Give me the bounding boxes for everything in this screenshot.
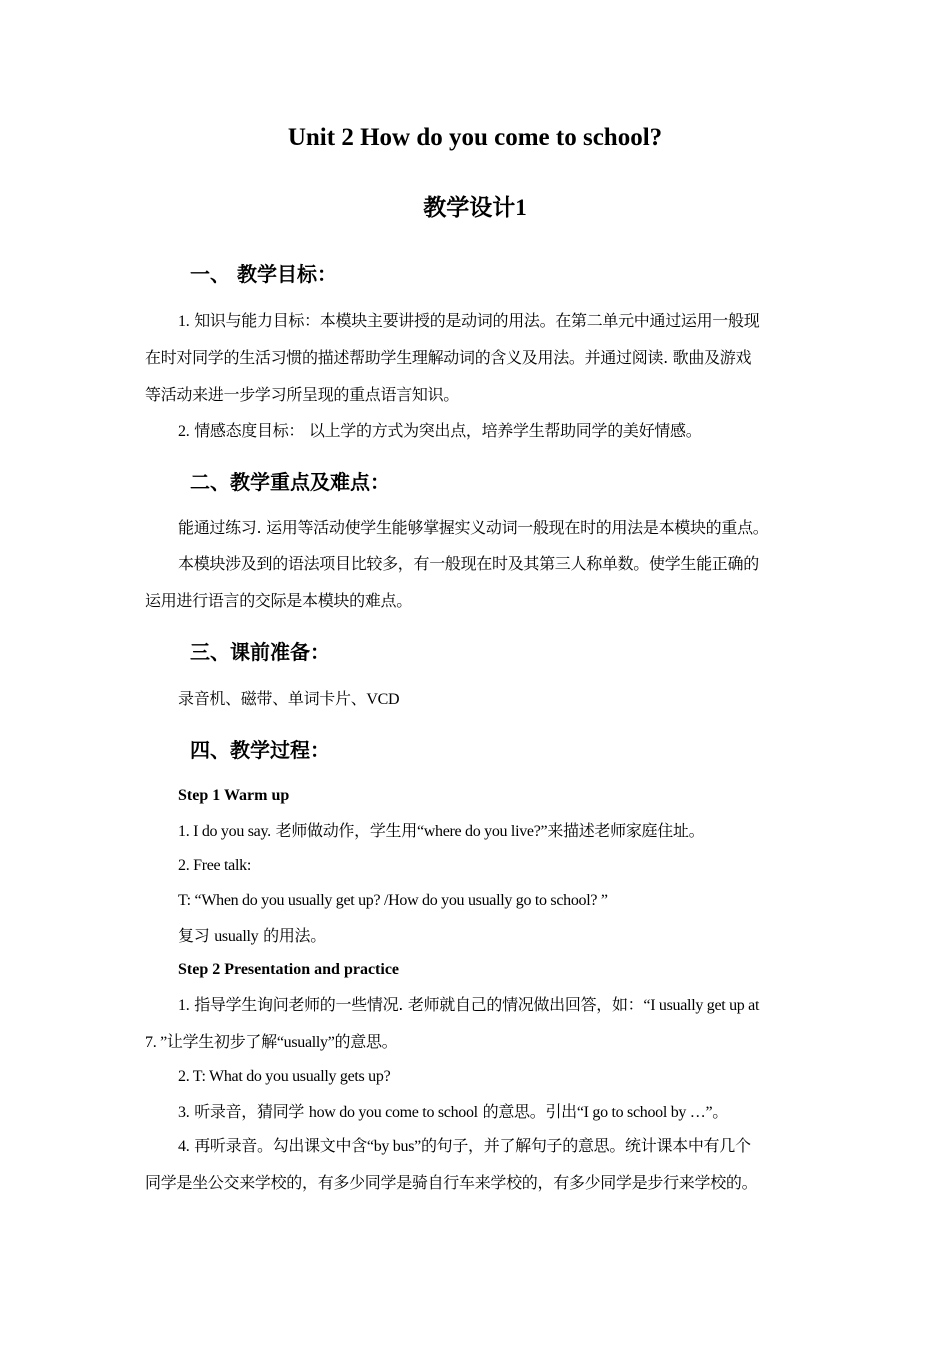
subtitle-number: 1 xyxy=(515,195,527,220)
step-1-teacher-line: T: “When do you usually get up? /How do you usually go to school? ” xyxy=(178,892,608,909)
document-title: Unit 2 How do you come to school? xyxy=(287,124,663,151)
step-2-item-2: 2. T: What do you usually gets up? xyxy=(178,1068,391,1085)
goal-2: 2. 情感态度目标： 以上学的方式为突出点，培养学生帮助同学的美好情感。 xyxy=(178,421,702,440)
focus-line-2: 本模块涉及到的语法项目比较多，有一般现在时及其第三人称单数。使学生能正确的 xyxy=(178,554,759,573)
section-heading-prep: 三、课前准备： xyxy=(190,640,330,664)
step-2-title: Step 2 Presentation and practice xyxy=(178,961,400,978)
step-2-item-3: 3. 听录音，猜同学 how do you come to school 的意思。引出“I go to school by …”。 xyxy=(178,1102,728,1121)
goal-1-line-1: 1. 知识与能力目标：本模块主要讲授的是动词的用法。在第二单元中通过运用一般现 xyxy=(178,311,760,330)
focus-line-3: 运用进行语言的交际是本模块的难点。 xyxy=(145,591,412,610)
document-subtitle xyxy=(0,189,950,222)
section-heading-process: 四、教学过程： xyxy=(190,738,330,762)
step-2-item-1-line-2: 7. ”让学生初步了解“usually”的意思。 xyxy=(145,1032,398,1051)
step-2-item-4-line-2: 同学是坐公交来学校的，有多少同学是骑自行车来学校的，有多少同学是步行来学校的。 xyxy=(145,1173,758,1192)
step-1-review: 复习 usually 的用法。 xyxy=(178,926,326,945)
section-heading-focus: 二、教学重点及难点： xyxy=(190,470,390,494)
goal-1-line-3: 等活动来进一步学习所呈现的重点语言知识。 xyxy=(145,385,460,404)
step-1-title: Step 1 Warm up xyxy=(178,787,290,804)
step-1-item-2: 2. Free talk: xyxy=(178,857,251,874)
step-1-item-1: 1. I do you say. 老师做动作，学生用“where do you live?”来描述老师家庭住址。 xyxy=(178,821,705,840)
step-2-item-1-line-1: 1. 指导学生询问老师的一些情况. 老师就自己的情况做出回答，如：“I usually get up at xyxy=(178,995,760,1014)
subtitle-cn: 教学设计 xyxy=(423,195,516,221)
prep-materials: 录音机、磁带、单词卡片、VCD xyxy=(178,689,400,708)
focus-line-1: 能通过练习. 运用等活动使学生能够掌握实义动词一般现在时的用法是本模块的重点。 xyxy=(178,518,769,537)
step-2-item-4-line-1: 4. 再听录音。勾出课文中含“by bus”的句子，并了解句子的意思。统计课本中有几个 xyxy=(178,1136,751,1155)
goal-1-line-2: 在时对同学的生活习惯的描述帮助学生理解动词的含义及用法。并通过阅读. 歌曲及游戏 xyxy=(145,348,752,367)
section-heading-goals: 一、 教学目标： xyxy=(190,262,337,286)
